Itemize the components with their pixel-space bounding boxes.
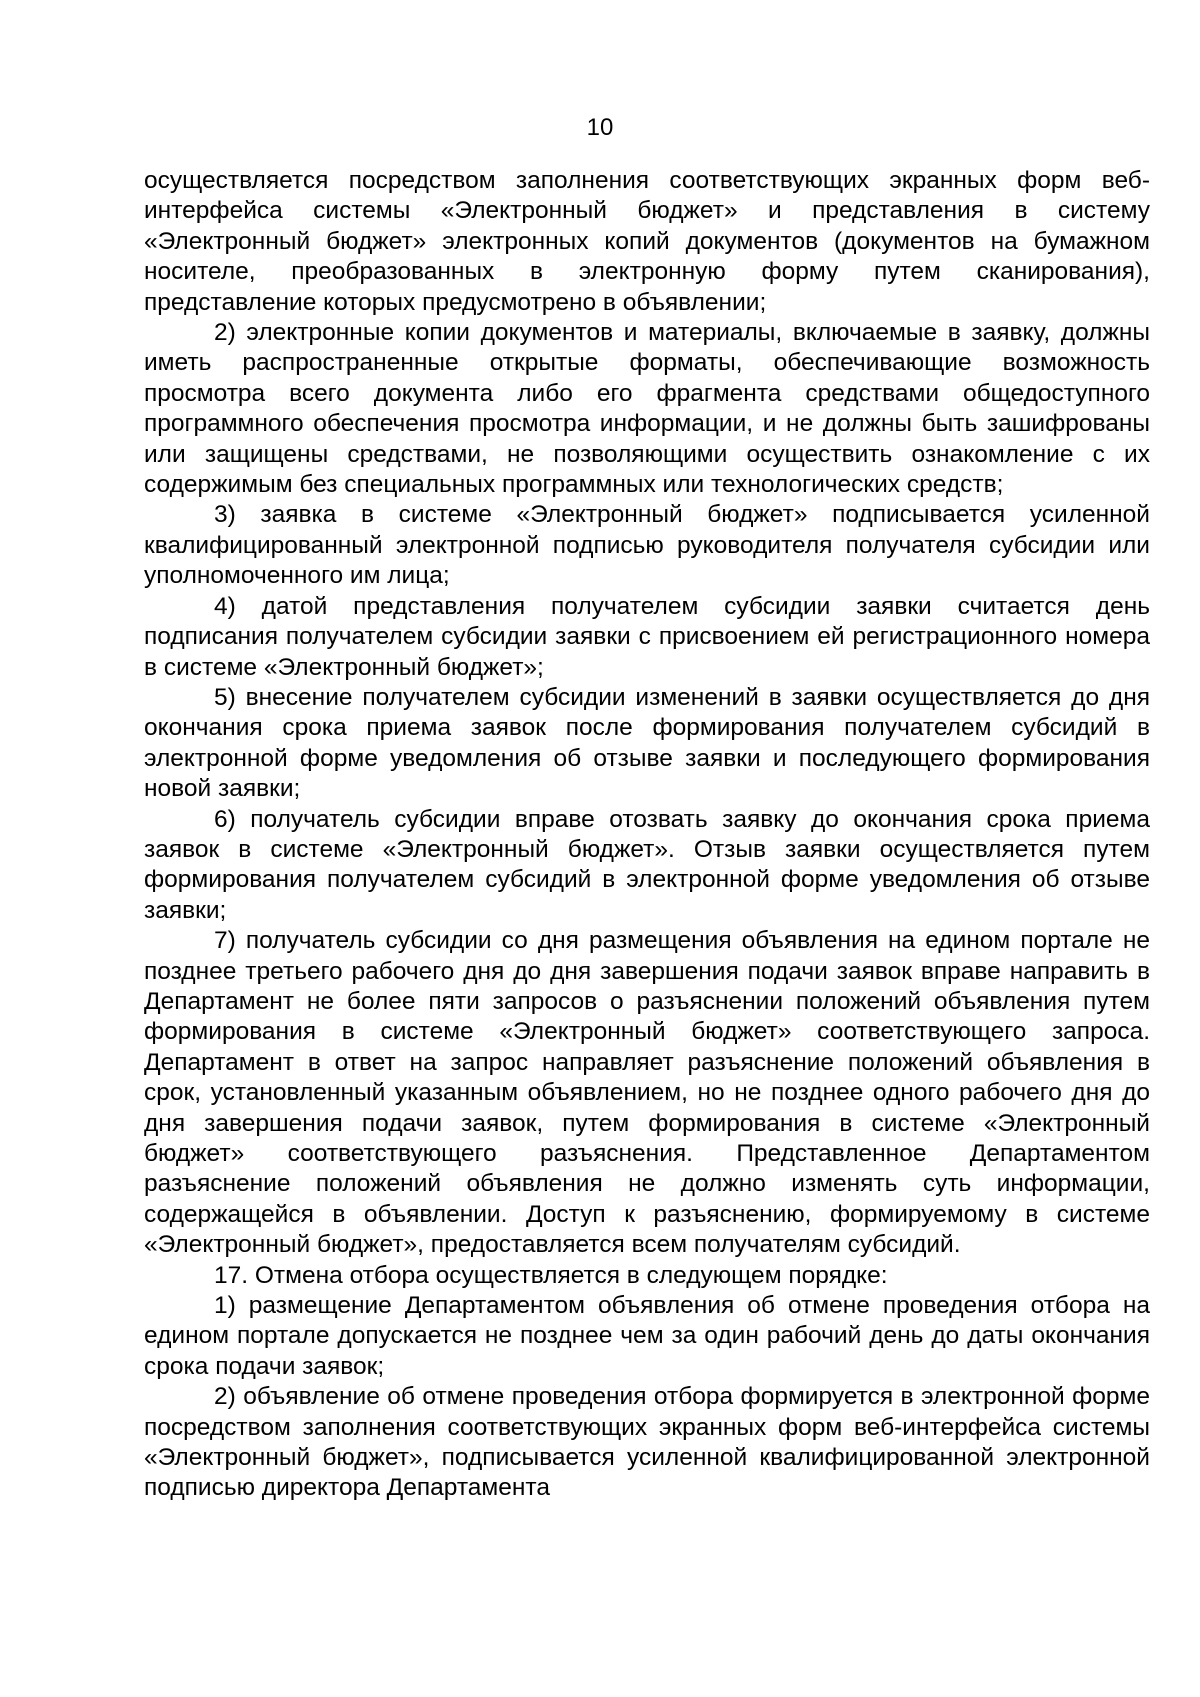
paragraph-item-5: 5) внесение получателем субсидии изменений в заявки осуществляется до дня окончания срока приема заявок после формирования получателем субсидий в электронной форме уведомления об отзыве заявки и последующего формирования новой заявки; (144, 683, 1150, 803)
paragraph-item-7: 7) получатель субсидии со дня размещения объявления на едином портале не позднее третьего рабочего дня до дня завершения подачи заявок вправе направить в Департамент не более пяти запросов о разъяснении положений объявления путем формирования в системе «Электронный бюджет» соответствующего запроса. Департамент в ответ на запрос направляет разъяснение положений объявления в срок, установленный указанным объявлением, но не позднее одного рабочего дня до дня завершения подачи заявок, путем формирования в системе «Электронный бюджет» соответствующего разъяснения. Представленное Департаментом разъяснение положений объявления не должно изменять суть информации, содержащейся в объявлении. Доступ к разъяснению, формируемому в системе «Электронный бюджет», предоставляется всем получателям субсидий. (144, 927, 1150, 1259)
paragraph-17-item-1: 1) размещение Департаментом объявления об отмене проведения отбора на едином портале допускается не позднее чем за один рабочий день до даты окончания срока подачи заявок; (144, 1292, 1150, 1380)
paragraph-item-6: 6) получатель субсидии вправе отозвать заявку до окончания срока приема заявок в системе «Электронный бюджет». Отзыв заявки осуществляется путем формирования получателем субсидий в электронной форме уведомления об отзыве заявки; (144, 805, 1150, 924)
paragraph-item-2: 2) электронные копии документов и материалы, включаемые в заявку, должны иметь распространенные открытые форматы, обеспечивающие возможность просмотра всего документа либо его фрагмента средствами общедоступного программного обеспечения просмотра информации, и не должны быть зашифрованы или защищены средствами, не позволяющими осуществить ознакомление с их содержимым без специальных программных или технологических средств; (144, 319, 1150, 499)
paragraph-section-17: 17. Отмена отбора осуществляется в следующем порядке: (214, 1261, 888, 1289)
page-number: 10 (586, 114, 614, 141)
paragraph-item-3: 3) заявка в системе «Электронный бюджет» подписывается усиленной квалифицированный электронной подписью руководителя получателя субсидии или уполномоченного им лица; (144, 501, 1150, 590)
paragraph-continuation: осуществляется посредством заполнения соответствующих экранных форм веб-интерфейса системы «Электронный бюджет» и представления в систему «Электронный бюджет» электронных копий документов (документов на бумажном носителе, преобразованных в электронную форму путем сканирования), представление которых предусмотрено в объявлении; (144, 167, 1150, 316)
paragraph-item-4: 4) датой представления получателем субсидии заявки считается день подписания получателем субсидии заявки с присвоением ей регистрационного номера в системе «Электронный бюджет»; (144, 592, 1150, 681)
document-body (144, 166, 1150, 1504)
paragraph-17-item-2: 2) объявление об отмене проведения отбора формируется в электронной форме посредством заполнения соответствующих экранных форм веб-интерфейса системы «Электронный бюджет», подписывается усиленной квалифицированной электронной подписью директора Департамента (144, 1383, 1150, 1502)
